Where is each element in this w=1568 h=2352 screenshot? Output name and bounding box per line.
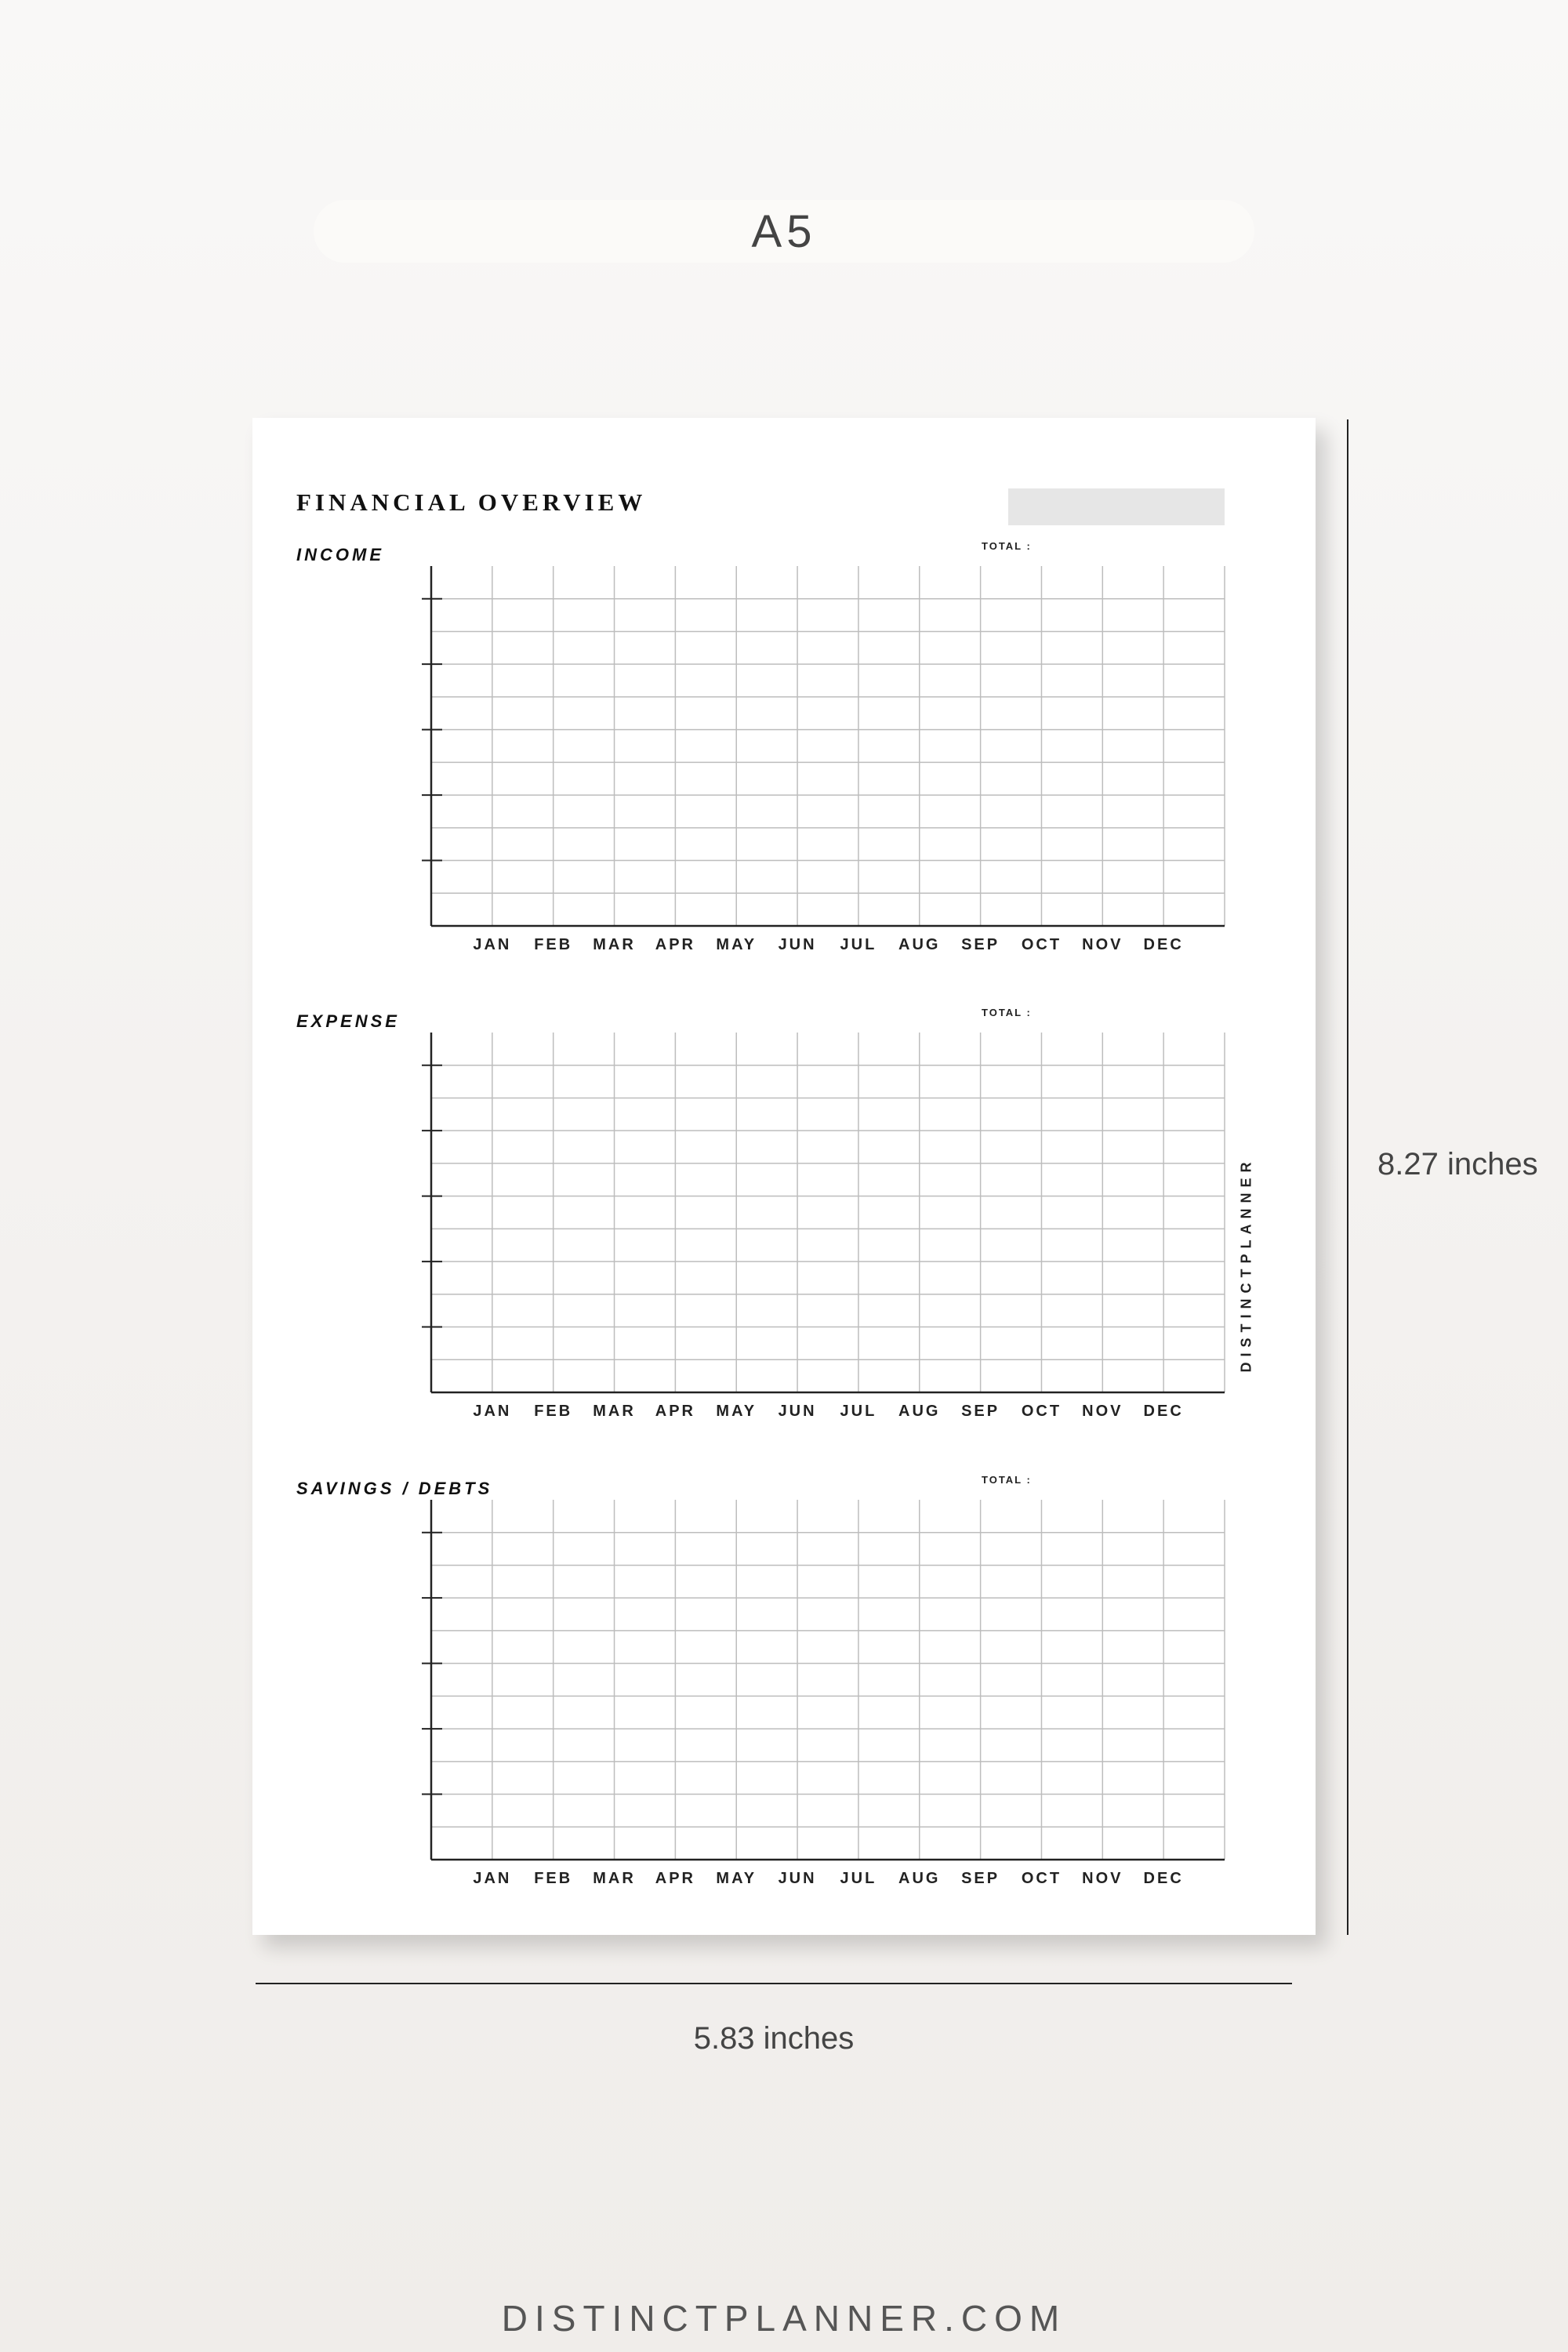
month-label: MAR [593, 1870, 636, 1887]
total-label-expense: TOTAL : [982, 1007, 1032, 1018]
month-label: AUG [898, 1870, 941, 1887]
footer-brand: DISTINCTPLANNER.COM [501, 2298, 1067, 2339]
planner-sheet [252, 418, 1316, 1935]
side-brand-text: DISTINCTPLANNER [1238, 1156, 1254, 1373]
month-label: MAR [593, 936, 636, 953]
month-label: JAN [473, 1403, 512, 1420]
savings-grid [252, 1479, 1316, 1918]
total-label-savings: TOTAL : [982, 1474, 1032, 1486]
month-label: JUN [778, 1403, 817, 1420]
month-label: FEB [534, 1870, 573, 1887]
month-label: JUL [840, 1403, 877, 1420]
month-label: AUG [898, 1403, 941, 1420]
header-total-box [1008, 488, 1225, 525]
width-dimension-line [256, 1983, 1292, 1984]
section-title-income: INCOME [296, 545, 384, 564]
month-label: OCT [1021, 1870, 1062, 1887]
month-label: FEB [534, 1403, 573, 1420]
expense-grid [252, 1011, 1316, 1450]
month-label: OCT [1021, 936, 1062, 953]
month-label: MAY [716, 936, 757, 953]
width-dimension-label: 5.83 inches [693, 2021, 855, 2056]
income-section [252, 540, 1316, 984]
month-label: APR [655, 1403, 696, 1420]
month-label: JUN [778, 1870, 817, 1887]
total-label-income: TOTAL : [982, 540, 1032, 552]
month-label: NOV [1082, 936, 1123, 953]
month-label: OCT [1021, 1403, 1062, 1420]
paper-size-pill [314, 200, 1254, 263]
expense-section [252, 1007, 1316, 1450]
savings-section [252, 1474, 1316, 1918]
month-label: JAN [473, 1870, 512, 1887]
document-title: FINANCIAL OVERVIEW [296, 488, 647, 516]
month-label: NOV [1082, 1870, 1123, 1887]
month-label: FEB [534, 936, 573, 953]
month-label: JUL [840, 1870, 877, 1887]
month-label: SEP [961, 1403, 1000, 1420]
section-title-savings: SAVINGS / DEBTS [296, 1479, 493, 1498]
income-grid [252, 545, 1316, 984]
month-label: JAN [473, 936, 512, 953]
month-label: MAY [716, 1870, 757, 1887]
month-label: DEC [1143, 1403, 1184, 1420]
month-label: DEC [1143, 936, 1184, 953]
month-label: DEC [1143, 1870, 1184, 1887]
month-label: JUL [840, 936, 877, 953]
month-label: SEP [961, 1870, 1000, 1887]
month-label: MAY [716, 1403, 757, 1420]
section-title-expense: EXPENSE [296, 1011, 400, 1031]
month-label: APR [655, 936, 696, 953]
height-dimension-label: 8.27 inches [1377, 1147, 1538, 1181]
height-dimension-line [1347, 419, 1348, 1935]
month-label: MAR [593, 1403, 636, 1420]
month-label: AUG [898, 936, 941, 953]
month-label: SEP [961, 936, 1000, 953]
paper-size-label: A5 [751, 205, 817, 257]
month-label: NOV [1082, 1403, 1123, 1420]
month-label: APR [655, 1870, 696, 1887]
month-label: JUN [778, 936, 817, 953]
